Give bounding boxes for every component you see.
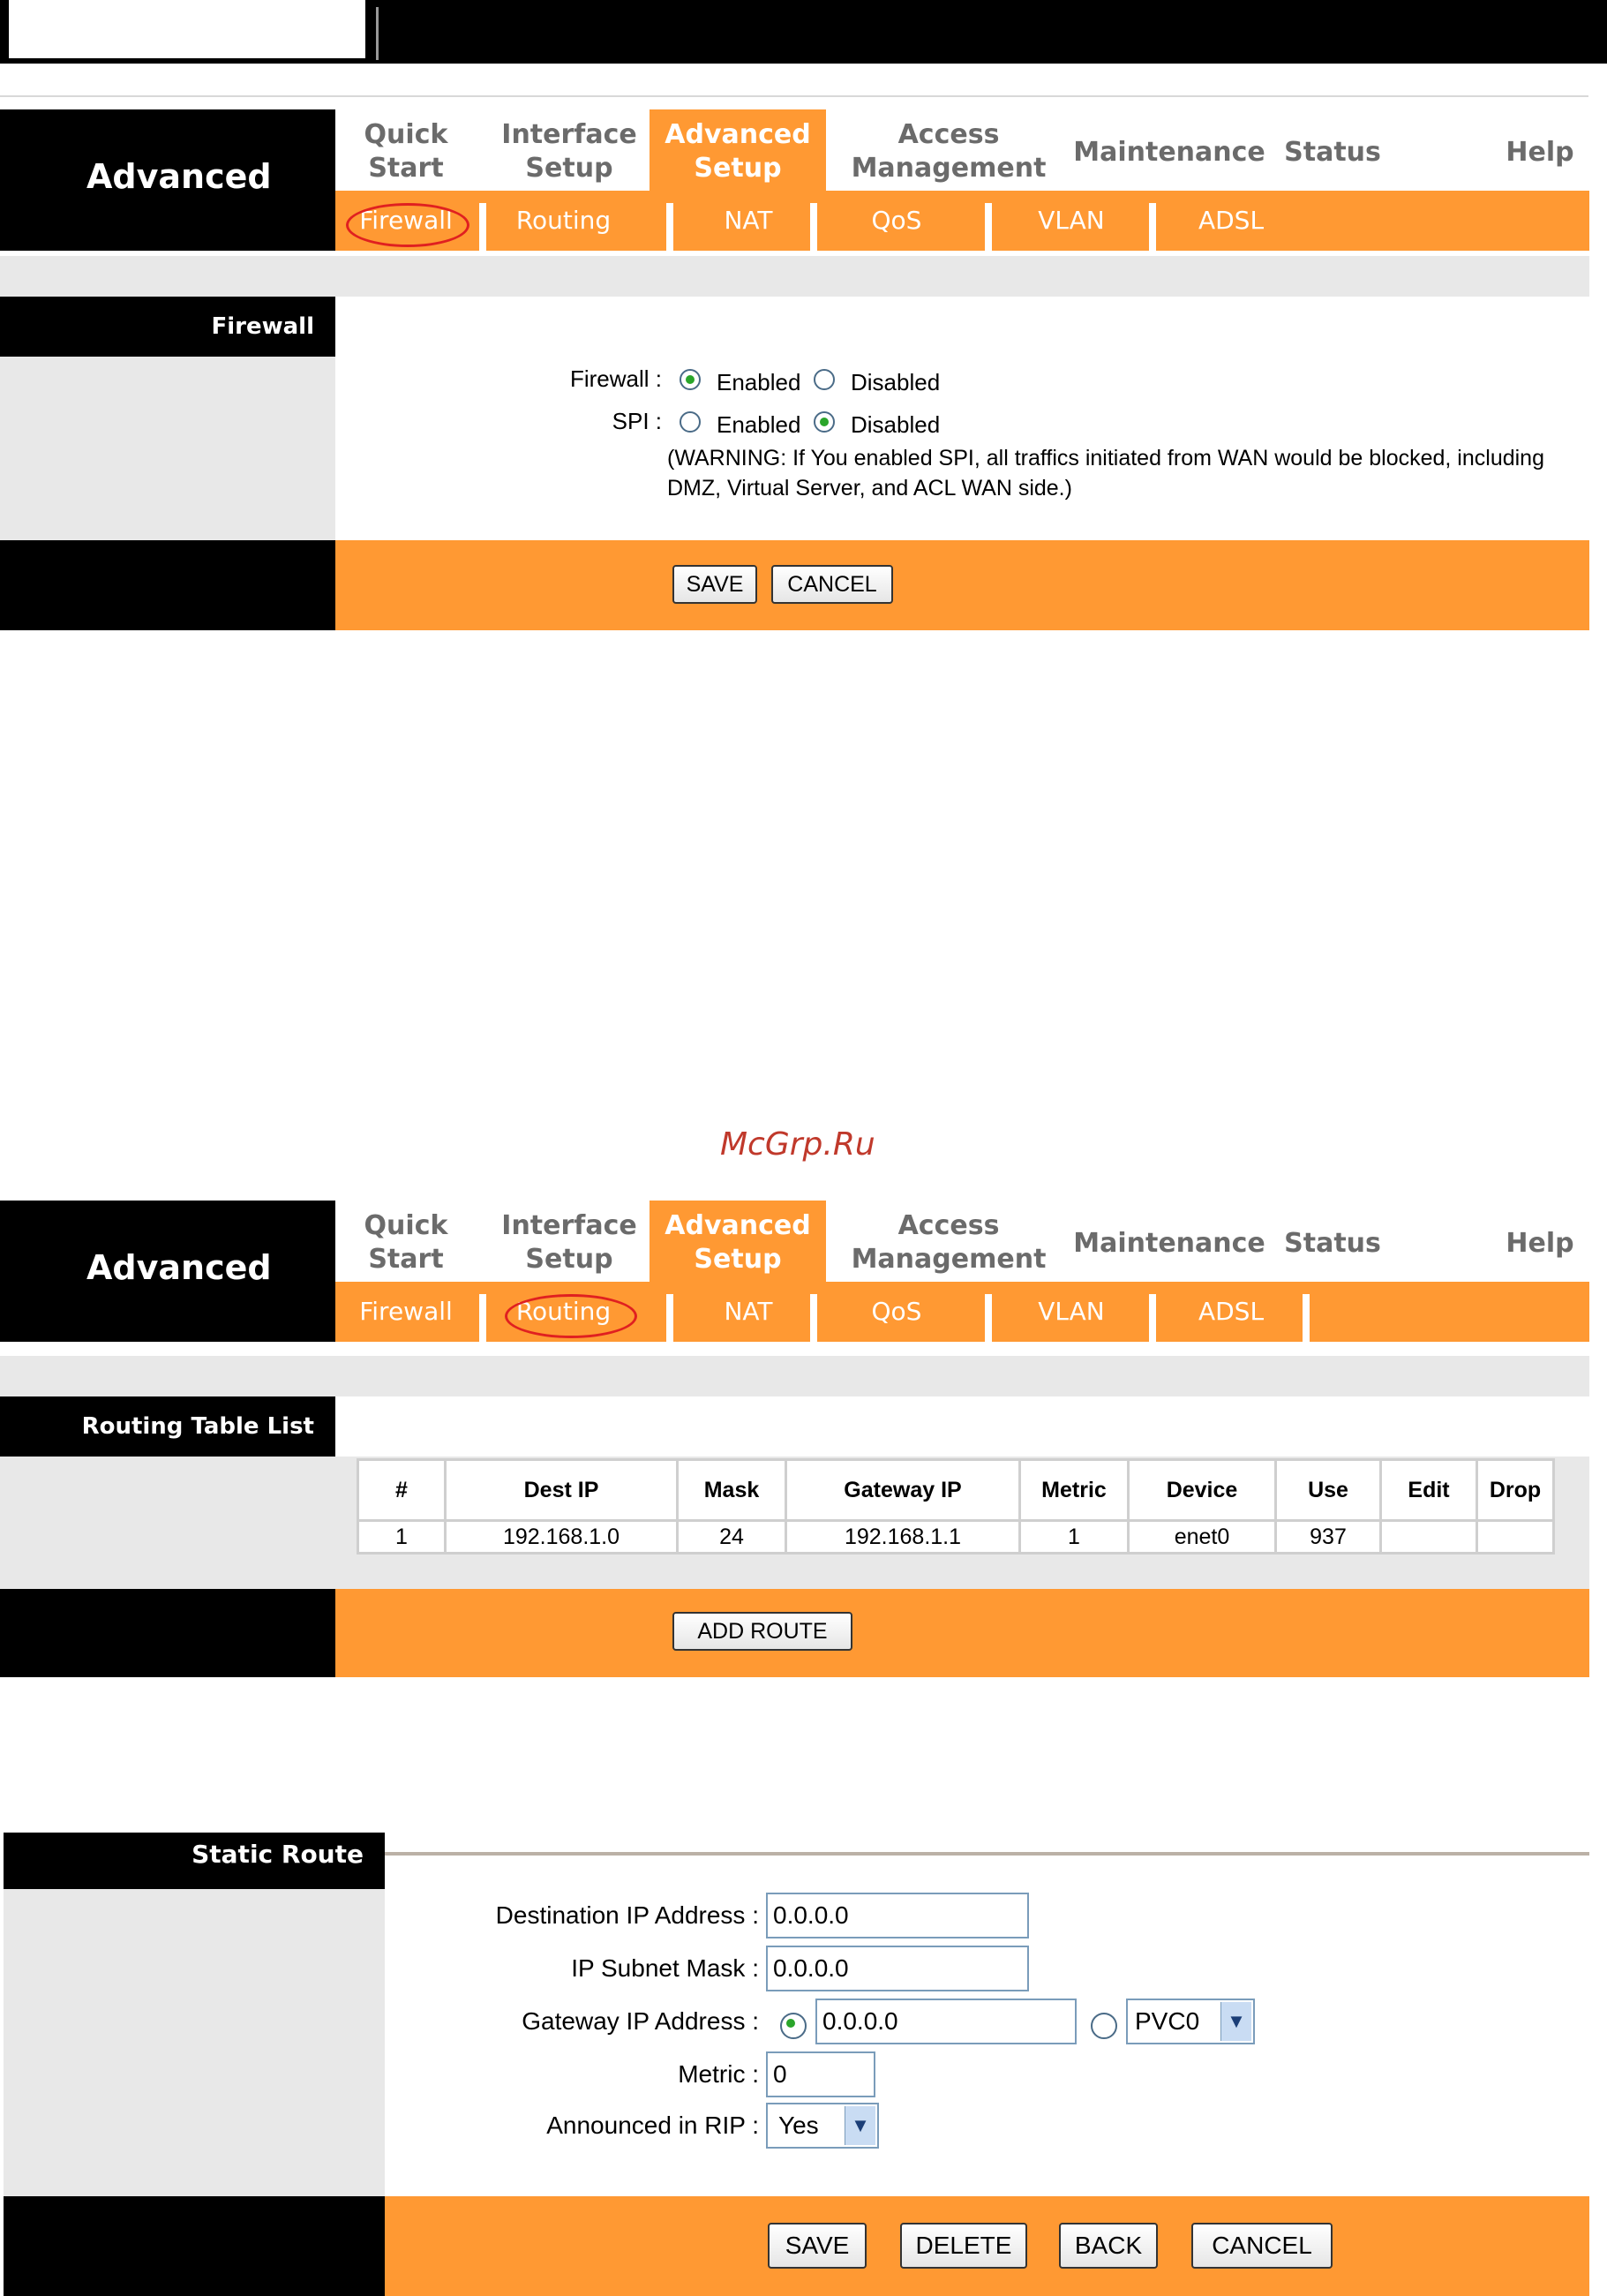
firewall-label: Firewall : (569, 365, 662, 392)
footer-left (4, 2196, 385, 2296)
subnav-divider (1149, 203, 1156, 251)
spi-label: SPI : (612, 408, 662, 434)
dest-ip-input[interactable]: 0.0.0.0 (766, 1893, 1029, 1938)
subnav-divider (985, 1294, 992, 1342)
nav-maintenance[interactable]: Maintenance (1073, 1228, 1265, 1259)
cell-device: enet0 (1129, 1521, 1276, 1554)
left-column (4, 1889, 385, 2196)
save-button[interactable]: SAVE (672, 565, 757, 604)
delete-button[interactable]: DELETE (900, 2223, 1027, 2269)
watermark: McGrp.Ru (720, 1126, 875, 1163)
sub-nav (335, 191, 1589, 251)
nav-advanced-setup[interactable]: Advanced Setup (650, 1201, 826, 1282)
nav-status[interactable]: Status (1284, 137, 1381, 168)
chevron-down-icon[interactable]: ▼ (1220, 2002, 1251, 2041)
metric-label: Metric : (678, 2060, 759, 2088)
firewall-disabled-radio[interactable] (814, 369, 835, 390)
cancel-button[interactable]: CANCEL (1191, 2223, 1333, 2269)
left-column (0, 1457, 335, 1589)
rip-select[interactable] (766, 2103, 879, 2149)
subnav-adsl[interactable]: ADSL (1198, 206, 1265, 235)
col-use: Use (1276, 1460, 1381, 1521)
nav-access-management[interactable]: Access Management (851, 1210, 1047, 1275)
nav-status[interactable]: Status (1284, 1228, 1381, 1259)
highlight-circle-firewall (346, 203, 469, 247)
cell-index: 1 (358, 1521, 446, 1554)
dest-ip-label: Destination IP Address : (495, 1901, 759, 1929)
cell-edit[interactable] (1381, 1521, 1477, 1554)
subnet-mask-label: IP Subnet Mask : (571, 1954, 759, 1982)
static-route-rule (385, 1852, 1589, 1856)
spi-enabled-radio[interactable] (680, 411, 701, 433)
subnav-qos[interactable]: QoS (871, 1297, 922, 1326)
table-row (358, 1521, 1554, 1554)
spacer-band (0, 256, 1589, 297)
nav-interface-setup[interactable]: Interface Setup (501, 1210, 637, 1275)
spi-disabled-label: Disabled (851, 411, 941, 438)
brand-title: Advanced (86, 157, 272, 196)
subnav-divider (479, 1294, 486, 1342)
cell-dest-ip: 192.168.1.0 (446, 1521, 678, 1554)
routing-table-wrap (357, 1458, 1555, 1555)
cell-use: 937 (1276, 1521, 1381, 1554)
table-header-row (358, 1460, 1554, 1521)
spi-warning: (WARNING: If You enabled SPI, all traffics initiated from WAN would be blocked, including DMZ, Virtual Server, and ACL WAN side.) (667, 446, 1544, 501)
highlight-circle-routing (505, 1294, 637, 1338)
subnav-divider (810, 203, 817, 251)
brand-title: Advanced (86, 1248, 272, 1287)
subnav-nat[interactable]: NAT (724, 1297, 773, 1326)
routing-table (357, 1458, 1555, 1555)
firewall-disabled-label: Disabled (851, 369, 941, 395)
gateway-ip-radio[interactable] (780, 2013, 807, 2039)
footer-left (0, 540, 335, 630)
add-route-button[interactable]: ADD ROUTE (672, 1612, 852, 1651)
subnav-divider (1149, 1294, 1156, 1342)
col-drop: Drop (1477, 1460, 1554, 1521)
main-nav (335, 109, 1589, 191)
spacer-band (0, 1356, 1589, 1396)
nav-maintenance[interactable]: Maintenance (1073, 137, 1265, 168)
subnav-divider (810, 1294, 817, 1342)
rip-select-value: Yes (778, 2112, 819, 2139)
subnav-firewall[interactable]: Firewall (359, 206, 453, 235)
subnav-routing[interactable]: Routing (515, 1297, 612, 1326)
cell-drop[interactable] (1477, 1521, 1554, 1554)
subnav-firewall[interactable]: Firewall (359, 1297, 453, 1326)
top-bar-rule (0, 95, 1588, 97)
subnav-adsl[interactable]: ADSL (1198, 1297, 1265, 1326)
col-metric: Metric (1020, 1460, 1129, 1521)
main-nav (335, 1201, 1589, 1282)
metric-input[interactable]: 0 (766, 2051, 875, 2097)
top-bar-logo-area (9, 0, 365, 58)
pvc-radio[interactable] (1091, 2013, 1117, 2039)
cell-metric: 1 (1020, 1521, 1129, 1554)
subnav-nat[interactable]: NAT (724, 206, 773, 235)
cell-gateway-ip: 192.168.1.1 (786, 1521, 1020, 1554)
subnet-mask-input[interactable]: 0.0.0.0 (766, 1946, 1029, 1991)
subnav-divider (666, 1294, 673, 1342)
section-label-routing-table: Routing Table List (0, 1396, 335, 1457)
gateway-ip-input[interactable]: 0.0.0.0 (815, 1999, 1077, 2044)
nav-help[interactable]: Help (1506, 137, 1574, 168)
top-bar-divider (376, 7, 379, 60)
firewall-enabled-label: Enabled (717, 369, 801, 395)
spi-disabled-radio[interactable] (814, 411, 835, 433)
subnav-vlan[interactable]: VLAN (1038, 1297, 1105, 1326)
cell-mask: 24 (678, 1521, 786, 1554)
subnav-routing[interactable]: Routing (515, 206, 612, 235)
nav-advanced-setup[interactable]: Advanced Setup (650, 109, 826, 191)
subnav-vlan[interactable]: VLAN (1038, 206, 1105, 235)
col-edit: Edit (1381, 1460, 1477, 1521)
nav-quick-start[interactable]: Quick Start (364, 119, 448, 184)
gateway-ip-label: Gateway IP Address : (522, 2007, 759, 2035)
nav-access-management[interactable]: Access Management (851, 119, 1047, 184)
spi-enabled-label: Enabled (717, 411, 801, 438)
chevron-down-icon[interactable]: ▼ (845, 2106, 875, 2145)
col-index: # (358, 1460, 446, 1521)
subnav-qos[interactable]: QoS (871, 206, 922, 235)
footer-left (0, 1589, 335, 1677)
section-label-firewall: Firewall (0, 297, 335, 357)
col-gateway-ip: Gateway IP (786, 1460, 1020, 1521)
pvc-select[interactable] (1126, 1999, 1255, 2044)
subnav-divider (479, 203, 486, 251)
subnav-divider (985, 203, 992, 251)
pvc-select-value: PVC0 (1135, 2007, 1200, 2035)
left-column (0, 357, 335, 540)
nav-help[interactable]: Help (1506, 1228, 1574, 1259)
cancel-button[interactable]: CANCEL (771, 565, 893, 604)
nav-interface-setup[interactable]: Interface Setup (501, 119, 637, 184)
nav-quick-start[interactable]: Quick Start (364, 1210, 448, 1275)
col-mask: Mask (678, 1460, 786, 1521)
rip-label: Announced in RIP : (546, 2112, 759, 2139)
firewall-enabled-radio[interactable] (680, 369, 701, 390)
col-dest-ip: Dest IP (446, 1460, 678, 1521)
subnav-divider (1303, 1294, 1310, 1342)
section-label-static-route: Static Route (4, 1833, 385, 1889)
back-button[interactable]: BACK (1059, 2223, 1158, 2269)
col-device: Device (1129, 1460, 1276, 1521)
save-button[interactable]: SAVE (768, 2223, 867, 2269)
subnav-divider (666, 203, 673, 251)
footer-bar (335, 540, 1589, 630)
footer-bar (335, 1589, 1589, 1677)
